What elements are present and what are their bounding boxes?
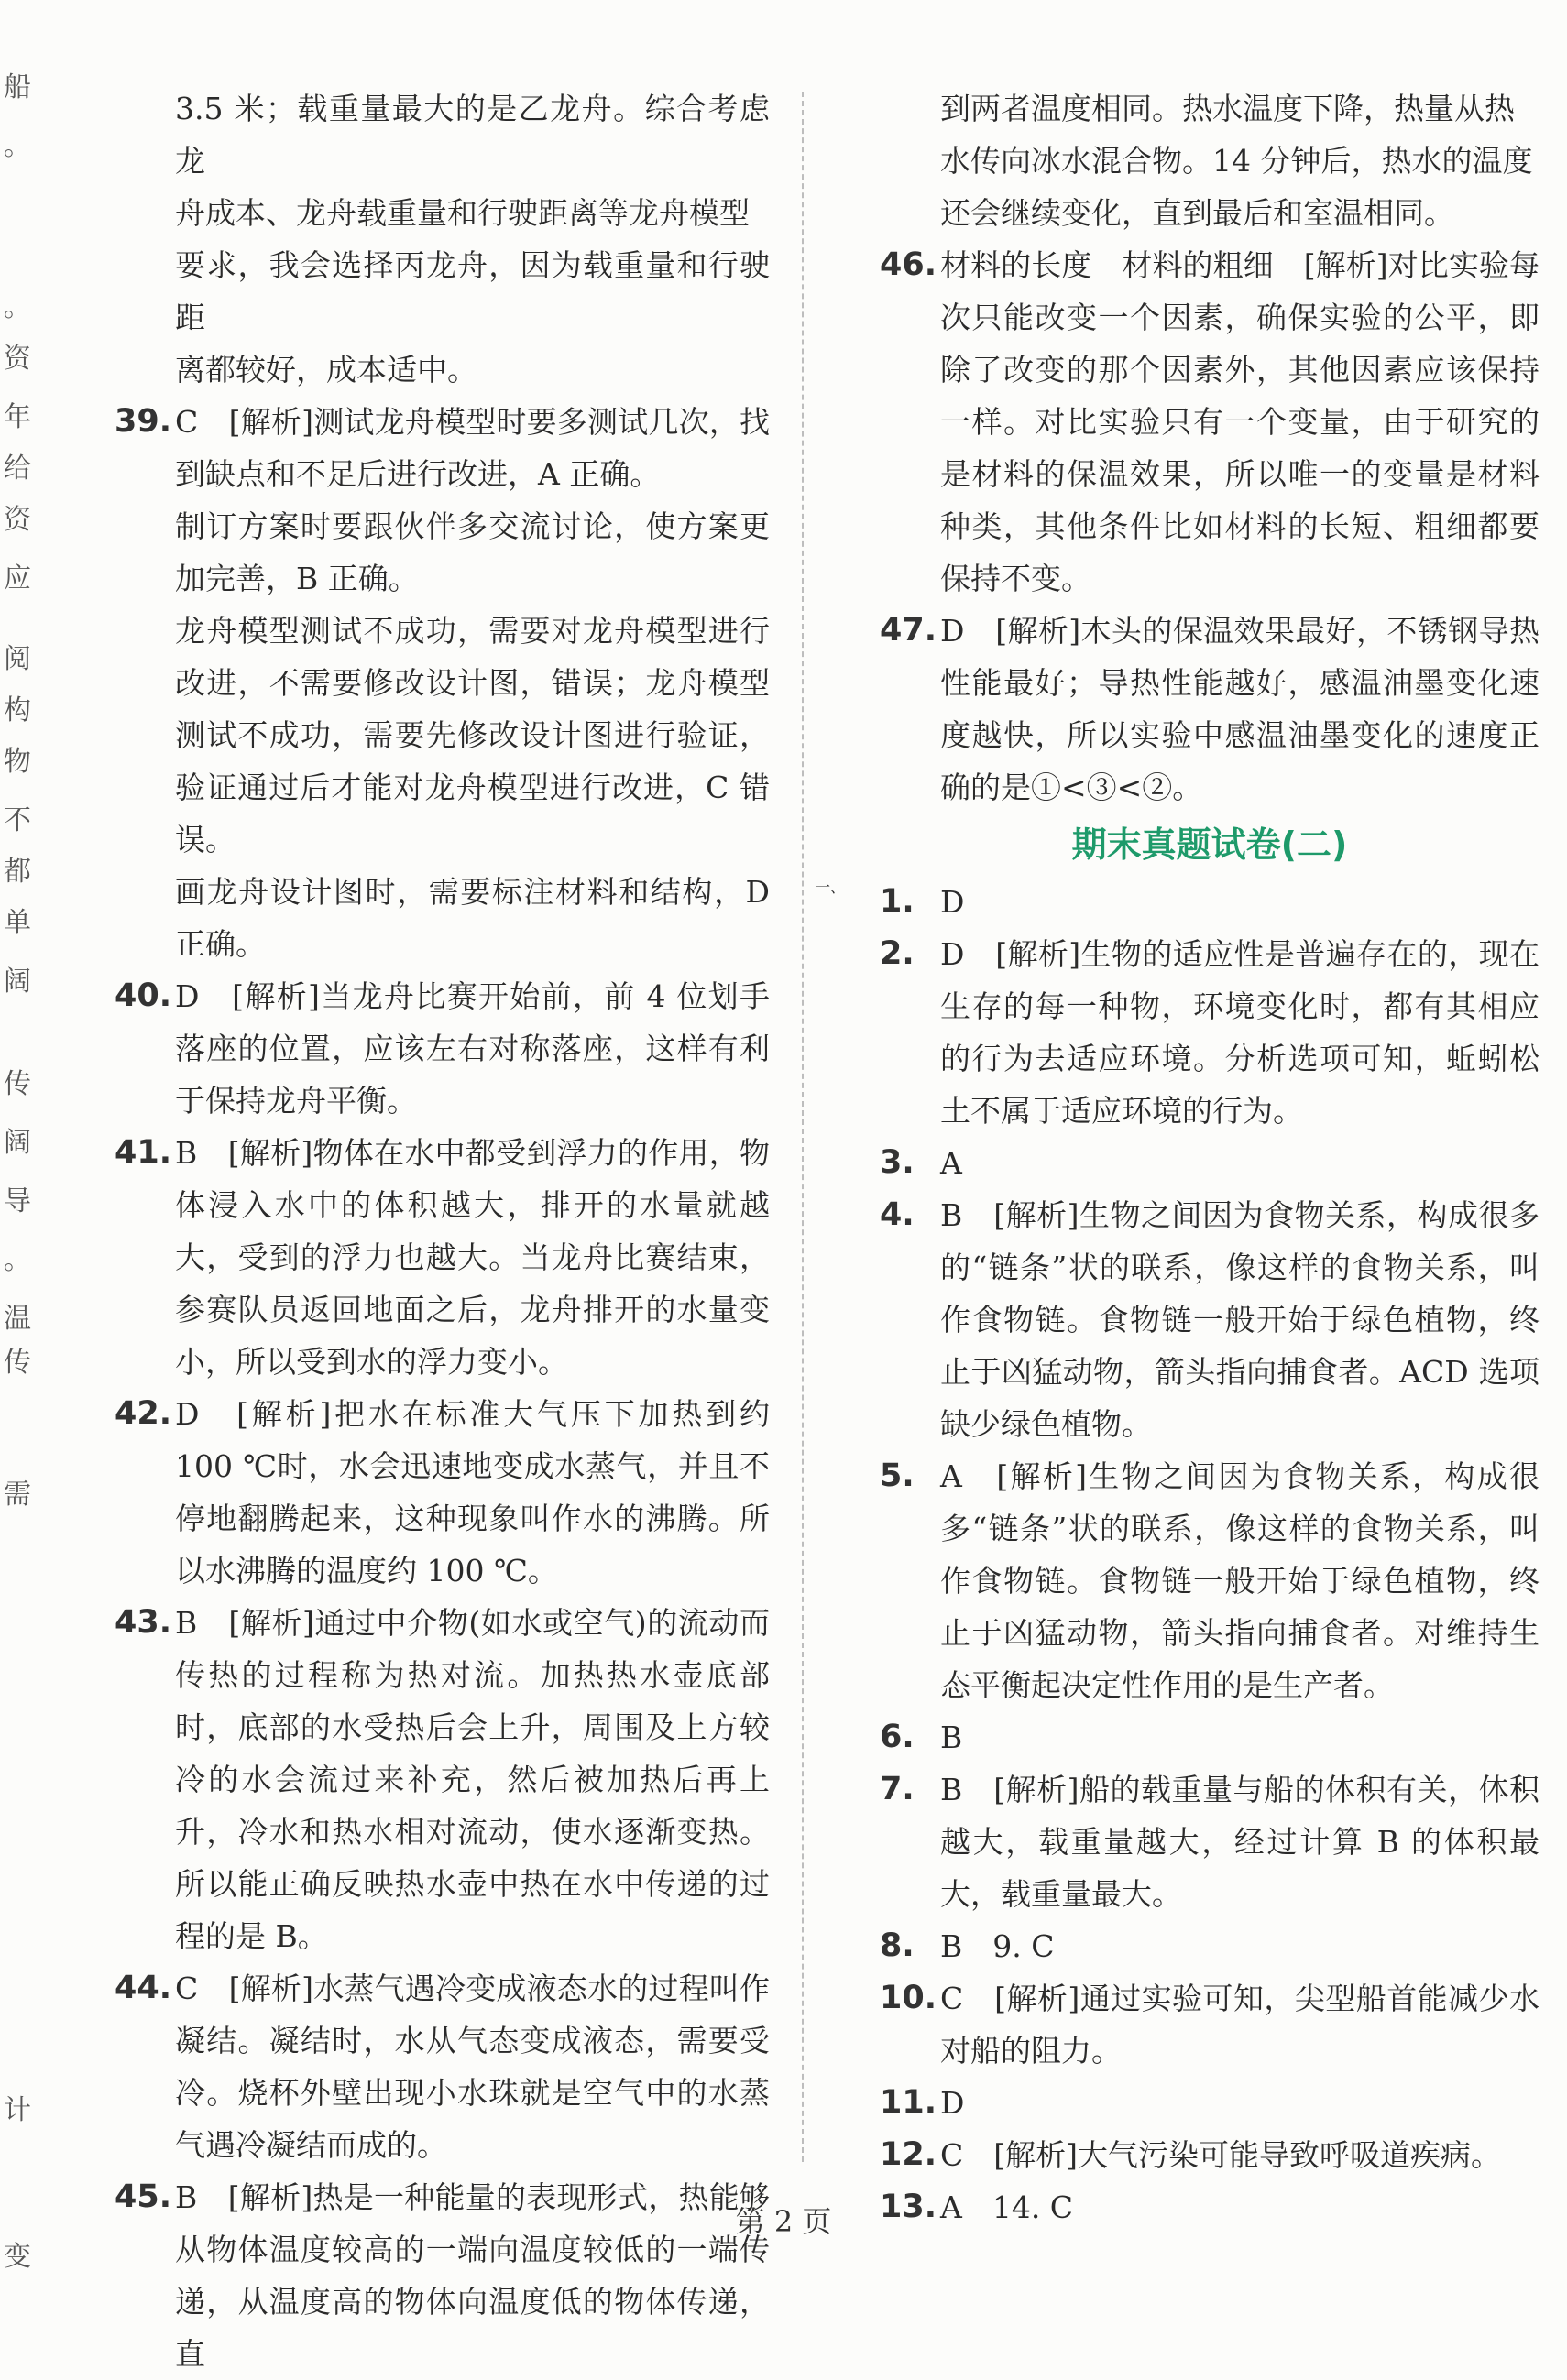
answer-text: 材料的长度 材料的粗细 [解析]对比实验每次只能改变一个因素，确保实验的公平，即除了改变的那个因素外，其他因素应该保持一样。对比实验只有一个变量，由于研究的是材料的保温效果，所以唯一的变量是材料种类，其他条件比如材料的长短、粗细都要保持不变。	[940, 247, 1540, 596]
answer-text: 画龙舟设计图时，需要标注材料和结构，D 正确。	[175, 874, 770, 962]
answer-number: 1.	[880, 883, 915, 920]
answer-text: D [解析]把水在标准大气压下加热到约 100 ℃时，水会迅速地变成水蒸气，并且不停地翻腾起来，这种现象叫作水的沸腾。所以水沸腾的温度约 100 ℃。	[175, 1396, 770, 1588]
answer-number: 13.	[880, 2189, 937, 2225]
left-answer-list	[115, 396, 770, 2380]
left-intro	[115, 82, 770, 396]
edge-fragment: 需	[4, 1479, 31, 1511]
edge-fragment: 资	[4, 343, 31, 375]
continued-text-line: 舟成本、龙舟载重量和行驶距离等龙舟模型	[175, 195, 750, 231]
answer-number: 6.	[880, 1719, 915, 1755]
edge-fragment: 物	[4, 746, 31, 778]
answer-number: 44.	[115, 1970, 172, 2006]
answer-number: 8.	[880, 1927, 915, 1964]
answer-number: 2.	[880, 935, 915, 972]
edge-fragment: 温	[4, 1303, 31, 1335]
answer-item	[880, 1763, 1540, 1920]
answer-text: C [解析]水蒸气遇冷变成液态水的过程叫作凝结。凝结时，水从气态变成液态，需要受冷。烧杯外壁出现小水珠就是空气中的水蒸气遇冷凝结而成的。	[175, 1971, 770, 2163]
answer-text: B [解析]生物之间因为食物关系，构成很多的“链条”状的联系，像这样的食物关系，叫作食物链。食物链一般开始于绿色植物，终止于凶猛动物，箭头指向捕食者。ACD 选项缺少绿色植物。	[940, 1197, 1540, 1442]
answer-number: 7.	[880, 1771, 915, 1807]
answer-body	[940, 239, 1540, 605]
answer-body	[175, 396, 770, 970]
continued-text-line: 要求，我会选择丙龙舟，因为载重量和行驶距	[175, 247, 770, 335]
answer-text: C [解析]测试龙舟模型时要多测试几次，找到缺点和不足后进行改进，A 正确。	[175, 404, 770, 492]
answer-text: A [解析]生物之间因为食物关系，构成很多“链条”状的联系，像这样的食物关系，叫作食物链。食物链一般开始于绿色植物，终止于凶猛动物，箭头指向捕食者。对维持生态平衡起决定性作用的是生产者。	[940, 1458, 1540, 1703]
answer-text: B	[940, 1719, 963, 1755]
answer-item	[880, 1137, 1540, 1189]
answer-text: 制订方案时要跟伙伴多交流讨论，使方案更加完善，B 正确。	[175, 508, 770, 596]
edge-fragment: 应	[4, 562, 31, 595]
answer-item	[880, 1972, 1540, 2077]
answer-number: 41.	[115, 1134, 172, 1171]
answer-item	[880, 1189, 1540, 1450]
answer-body	[175, 1962, 770, 2171]
answer-item	[115, 396, 770, 970]
edge-fragment: 单	[4, 907, 31, 939]
edge-fragment: 资	[4, 504, 31, 536]
answer-number: 47.	[880, 612, 937, 649]
right-answer-list-b	[816, 876, 1540, 2233]
edge-fragment: 给	[4, 453, 31, 485]
answer-text: C [解析]通过实验可知，尖型船首能减少水对船的阻力。	[940, 1981, 1540, 2069]
answer-item	[816, 876, 1540, 928]
answer-body	[940, 605, 1540, 813]
answer-text: B 9. C	[940, 1928, 1055, 1964]
answer-item	[880, 1711, 1540, 1763]
left-column	[115, 82, 770, 2380]
continued-text-line: 3.5 米；载重量最大的是乙龙舟。综合考虑龙	[175, 91, 770, 179]
answer-text: D	[940, 2085, 965, 2121]
answer-body	[940, 1763, 1540, 1920]
answer-text: B [解析]热是一种能量的表现形式，热能够从物体温度较高的一端向温度较低的一端传递，从温度高的物体向温度低的物体传递，直	[175, 2179, 770, 2372]
answer-text: D [解析]当龙舟比赛开始前，前 4 位划手落座的位置，应该左右对称落座，这样有利于保持龙舟平衡。	[175, 978, 770, 1119]
continued-text-line: 还会继续变化，直到最后和室温相同。	[940, 195, 1454, 231]
right-answer-list-a	[880, 239, 1540, 813]
edge-fragment: 都	[4, 856, 31, 888]
edge-fragment: 。	[4, 291, 31, 323]
answer-body	[940, 2077, 1540, 2129]
edge-fragment: 传	[4, 1347, 31, 1379]
answer-body	[940, 1450, 1540, 1711]
answer-body	[940, 1189, 1540, 1450]
continued-text-line: 水传向冰水混合物。14 分钟后，热水的温度	[940, 143, 1533, 179]
edge-fragment: 船	[4, 71, 31, 104]
edge-fragment: 阅	[4, 643, 31, 675]
answer-text: D	[940, 884, 965, 920]
continued-text-line: 离都较好，成本适中。	[175, 352, 477, 388]
part-label: 一、	[816, 879, 846, 896]
answer-number: 40.	[115, 977, 172, 1014]
answer-body	[175, 970, 770, 1127]
answer-body	[175, 1388, 770, 1597]
answer-item	[880, 1920, 1540, 1972]
edge-fragment: 。	[4, 130, 31, 162]
edge-fragment: 年	[4, 401, 31, 433]
answer-body	[940, 1920, 1540, 1972]
answer-item	[880, 2077, 1540, 2129]
edge-fragment: 计	[4, 2094, 31, 2126]
answer-number: 3.	[880, 1144, 915, 1181]
answer-item	[115, 1127, 770, 1388]
answer-body	[940, 1137, 1540, 1189]
edge-fragment: 。	[4, 1244, 31, 1276]
answer-body	[940, 2129, 1540, 2181]
answer-item	[880, 605, 1540, 813]
answer-body	[940, 1972, 1540, 2077]
answer-text: B [解析]船的载重量与船的体积有关，体积越大，载重量越大，经过计算 B 的体积最大，载重量最大。	[940, 1772, 1540, 1912]
answer-body	[940, 876, 1540, 928]
answer-text: A	[940, 1145, 962, 1181]
continued-text-line: 到两者温度相同。热水温度下降，热量从热	[940, 91, 1515, 126]
answer-number: 12.	[880, 2136, 937, 2173]
answer-number: 45.	[115, 2178, 172, 2215]
answer-item	[115, 1388, 770, 1597]
binding-edge-fragments	[0, 55, 37, 2273]
answer-number: 5.	[880, 1457, 915, 1494]
answer-number: 11.	[880, 2084, 937, 2121]
answer-item	[115, 1597, 770, 1962]
answer-number: 39.	[115, 403, 172, 440]
right-column	[816, 82, 1540, 2233]
answer-body	[940, 1711, 1540, 1763]
answer-item	[880, 2129, 1540, 2181]
answer-text: D [解析]木头的保温效果最好，不锈钢导热性能最好；导热性能越好，感温油墨变化速度越快，所以实验中感温油墨变化的速度正确的是①<③<②。	[940, 613, 1540, 805]
answer-item	[880, 928, 1540, 1137]
answer-text: B [解析]物体在水中都受到浮力的作用，物体浸入水中的体积越大，排开的水量就越大，受到的浮力也越大。当龙舟比赛结束，参赛队员返回地面之后，龙舟排开的水量变小，所以受到水的浮力变小。	[175, 1135, 770, 1380]
answer-text: 龙舟模型测试不成功，需要对龙舟模型进行改进，不需要修改设计图，错误；龙舟模型测试不成功，需要先修改设计图进行验证，验证通过后才能对龙舟模型进行改进，C 错误。	[175, 613, 770, 857]
answer-item	[880, 1450, 1540, 1711]
answer-body	[175, 1127, 770, 1388]
edge-fragment: 构	[4, 694, 31, 726]
edge-fragment: 不	[4, 804, 31, 836]
answer-text: A 14. C	[940, 2189, 1074, 2225]
column-divider	[802, 92, 804, 2162]
right-intro	[880, 82, 1540, 239]
answer-item	[880, 239, 1540, 605]
answer-item	[115, 1962, 770, 2171]
answer-text: B [解析]通过中介物(如水或空气)的流动而传热的过程称为热对流。加热热水壶底部时，底部的水受热后会上升，周围及上方较冷的水会流过来补充，然后被加热后再上升，冷水和热水相对流动，使水逐渐变热。所以能正确反映热水壶中热在水中传递的过程的是 B。	[175, 1605, 770, 1954]
edge-fragment: 变	[4, 2241, 31, 2273]
answer-text: D [解析]生物的适应性是普遍存在的，现在生存的每一种物，环境变化时，都有其相应的行为去适应环境。分析选项可知，蚯蚓松土不属于适应环境的行为。	[940, 936, 1540, 1129]
answer-body	[175, 1597, 770, 1962]
page-number: 第 2 页	[735, 2204, 832, 2239]
edge-fragment: 导	[4, 1185, 31, 1217]
answer-number: 42.	[115, 1395, 172, 1432]
answer-number: 46.	[880, 246, 937, 283]
answer-text: C [解析]大气污染可能导致呼吸道疾病。	[940, 2137, 1501, 2173]
edge-fragment: 阔	[4, 966, 31, 998]
section-title: 期末真题试卷(二)	[1071, 824, 1348, 865]
answer-body	[940, 928, 1540, 1137]
answer-number: 10.	[880, 1980, 937, 2016]
answer-number: 4.	[880, 1196, 915, 1233]
answer-number: 43.	[115, 1604, 172, 1641]
edge-fragment: 阔	[4, 1127, 31, 1159]
answer-item	[115, 970, 770, 1127]
edge-fragment: 传	[4, 1068, 31, 1100]
